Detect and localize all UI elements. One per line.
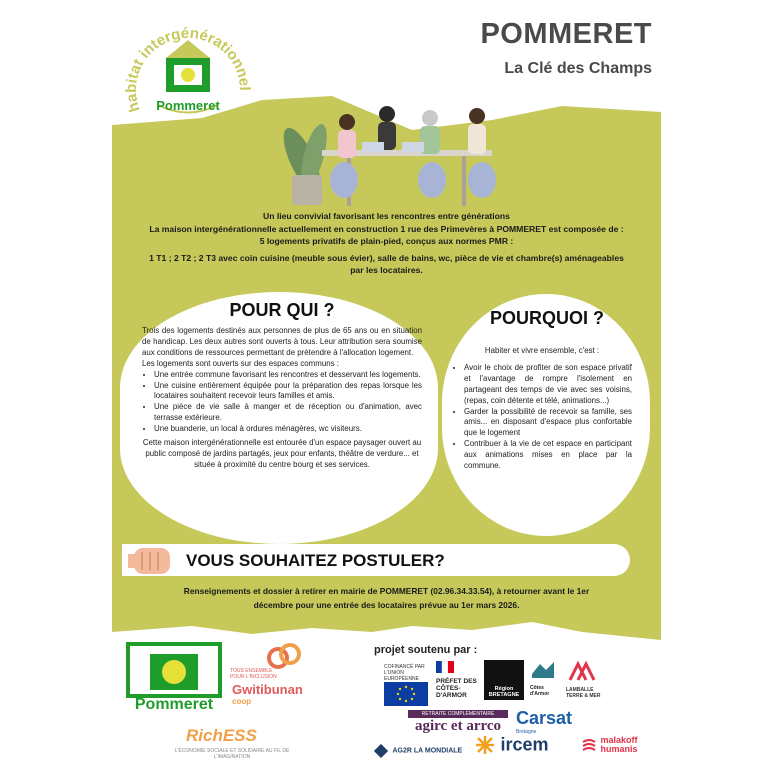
intro-block	[112, 210, 661, 277]
gwitibunan-name: Gwitibunan	[232, 682, 303, 697]
eu-logo	[384, 664, 430, 700]
pour-qui-para: Les logements sont ouverts sur des espaces communs :	[142, 358, 339, 368]
list-item: • Une buanderie, un local à ordures ménagères, wc visiteurs.	[154, 424, 422, 435]
intro-line: Un lieu convivial favorisant les rencontres entre générations	[263, 211, 510, 221]
ircem-text: ircem	[500, 734, 549, 755]
soutenu-label: projet soutenu par :	[374, 644, 478, 656]
pour-qui-para: Trois des logements destinés aux personnes de plus de 65 ans ou en situation de handicap. Les deux autres sont ouverts à tous. Leur attribution sera soumise aux conditions de ressources permettant de prétendre à l'allocation logement.	[142, 326, 422, 357]
poster	[112, 0, 661, 773]
lamballe-text: LAMBALLE TERRE & MER	[566, 687, 601, 699]
malakoff-logo	[582, 736, 652, 754]
list-item: • Une pièce de vie salle à manger et de réception ou d'animation, avec terrasse extérieure.	[154, 402, 422, 424]
arc-text: habitat intergénérationnel	[122, 24, 254, 115]
region-text: Région BRETAGNE	[488, 686, 520, 698]
intro-line: 5 logements privatifs de plain-pied, conçus aux normes PMR :	[259, 236, 514, 246]
ircem-logo	[474, 734, 554, 756]
list-item: • Une cuisine entièrement équipée pour la préparation des repas lorsque les locataires souhaitent recevoir leurs familles et amis.	[154, 381, 422, 403]
cotes-text: Côtes d'Armor	[530, 685, 550, 697]
page-subtitle: La Clé des Champs	[504, 60, 652, 77]
list-item: • Garder la possibilité de recevoir sa famille, ses amis... en disposant d'espace plus confortable que le logement	[464, 407, 632, 440]
pourquoi-title: POURQUOI ?	[489, 308, 604, 328]
pour-qui-list	[142, 370, 422, 435]
postuler-info	[112, 584, 661, 612]
page-title: POMMERET	[480, 18, 652, 50]
carsat-text: Carsat	[516, 708, 573, 728]
ag2r-text: AG2R LA MONDIALE	[392, 747, 463, 755]
carsat-logo	[516, 708, 600, 735]
pourquoi-intro: Habiter et vivre ensemble, c'est :	[484, 346, 600, 355]
pourquoi-list	[452, 363, 632, 472]
ag2r-logo	[374, 742, 464, 760]
prefet-text: PRÉFET DES CÔTES-D'ARMOR	[436, 678, 477, 699]
pommeret-logo-text: Pommeret	[134, 696, 214, 713]
region-bretagne-logo	[484, 660, 524, 700]
agirc-arrco-logo	[408, 710, 508, 735]
carsat-sub: Bretagne	[516, 729, 537, 735]
intro-line: par les locataires.	[350, 265, 423, 275]
richess-small: L'ÉCONOMIE SOCIALE ET SOLIDAIRE AU FIL DE L'IMAGINATION	[174, 748, 290, 760]
logo-name: Pommeret	[156, 98, 220, 113]
lamballe-logo	[566, 660, 606, 699]
agirc-text: agirc et arrco	[414, 718, 502, 734]
gwitibunan-small: TOUS ENSEMBLE POUR L'INCLUSION	[230, 668, 277, 680]
humanis-text: humanis	[600, 744, 638, 754]
habitat-logo	[118, 10, 258, 140]
malakoff-text: malakoff	[600, 735, 638, 745]
fist-icon	[128, 540, 178, 580]
postuler-title: VOUS SOUHAITEZ POSTULER?	[186, 551, 445, 570]
agirc-band: RETRAITE COMPLÉMENTAIRE	[408, 710, 508, 718]
pour-qui-para: Cette maison intergénérationnelle est entourée d'un espace paysager ouvert au public composé de jardins partagés, jeux pour enfants, théâtre de verdure... et située à proximité du centre bourg et ses services.	[142, 438, 422, 469]
pour-qui-content	[142, 326, 422, 471]
people-illustration	[252, 100, 532, 210]
cotes-armor-logo	[530, 660, 560, 697]
prefet-logo	[436, 660, 478, 699]
eu-small: COFINANCÉ PAR L'UNION EUROPÉENNE	[384, 664, 425, 682]
list-item: • Contribuer à la vie de cet espace en participant aux animations mises en place par la commune.	[464, 439, 632, 472]
pour-qui-title: POUR QUI ?	[229, 300, 335, 320]
coop-label: coop	[232, 697, 252, 706]
intro-line: La maison intergénérationnelle actuellement en construction 1 rue des Primevères à POMMERET est composée de :	[149, 223, 624, 234]
list-item: • Avoir le choix de profiter de son espace privatif et l'avantage de rompre l'isolement en partageant des temps de vie avec ses voisins, (repas, coin détente et télé, animations...)	[464, 363, 632, 407]
info-line: Renseignements et dossier à retirer en mairie de POMMERET (02.96.34.33.54), à retourner avant le 1er	[183, 586, 590, 596]
pourquoi-content	[452, 346, 632, 472]
richess-logo: RichESS	[186, 726, 257, 745]
list-item: • Une entrée commune favorisant les rencontres et desservant les logements.	[154, 370, 422, 381]
info-line: décembre pour une entrée des locataires prévue au 1er mars 2026.	[253, 600, 520, 610]
intro-line: 1 T1 ; 2 T2 ; 2 T3 avec coin cuisine (meuble sous évier), salle de bains, wc, pièce de vie et chambre(s) aménageables	[149, 252, 624, 263]
